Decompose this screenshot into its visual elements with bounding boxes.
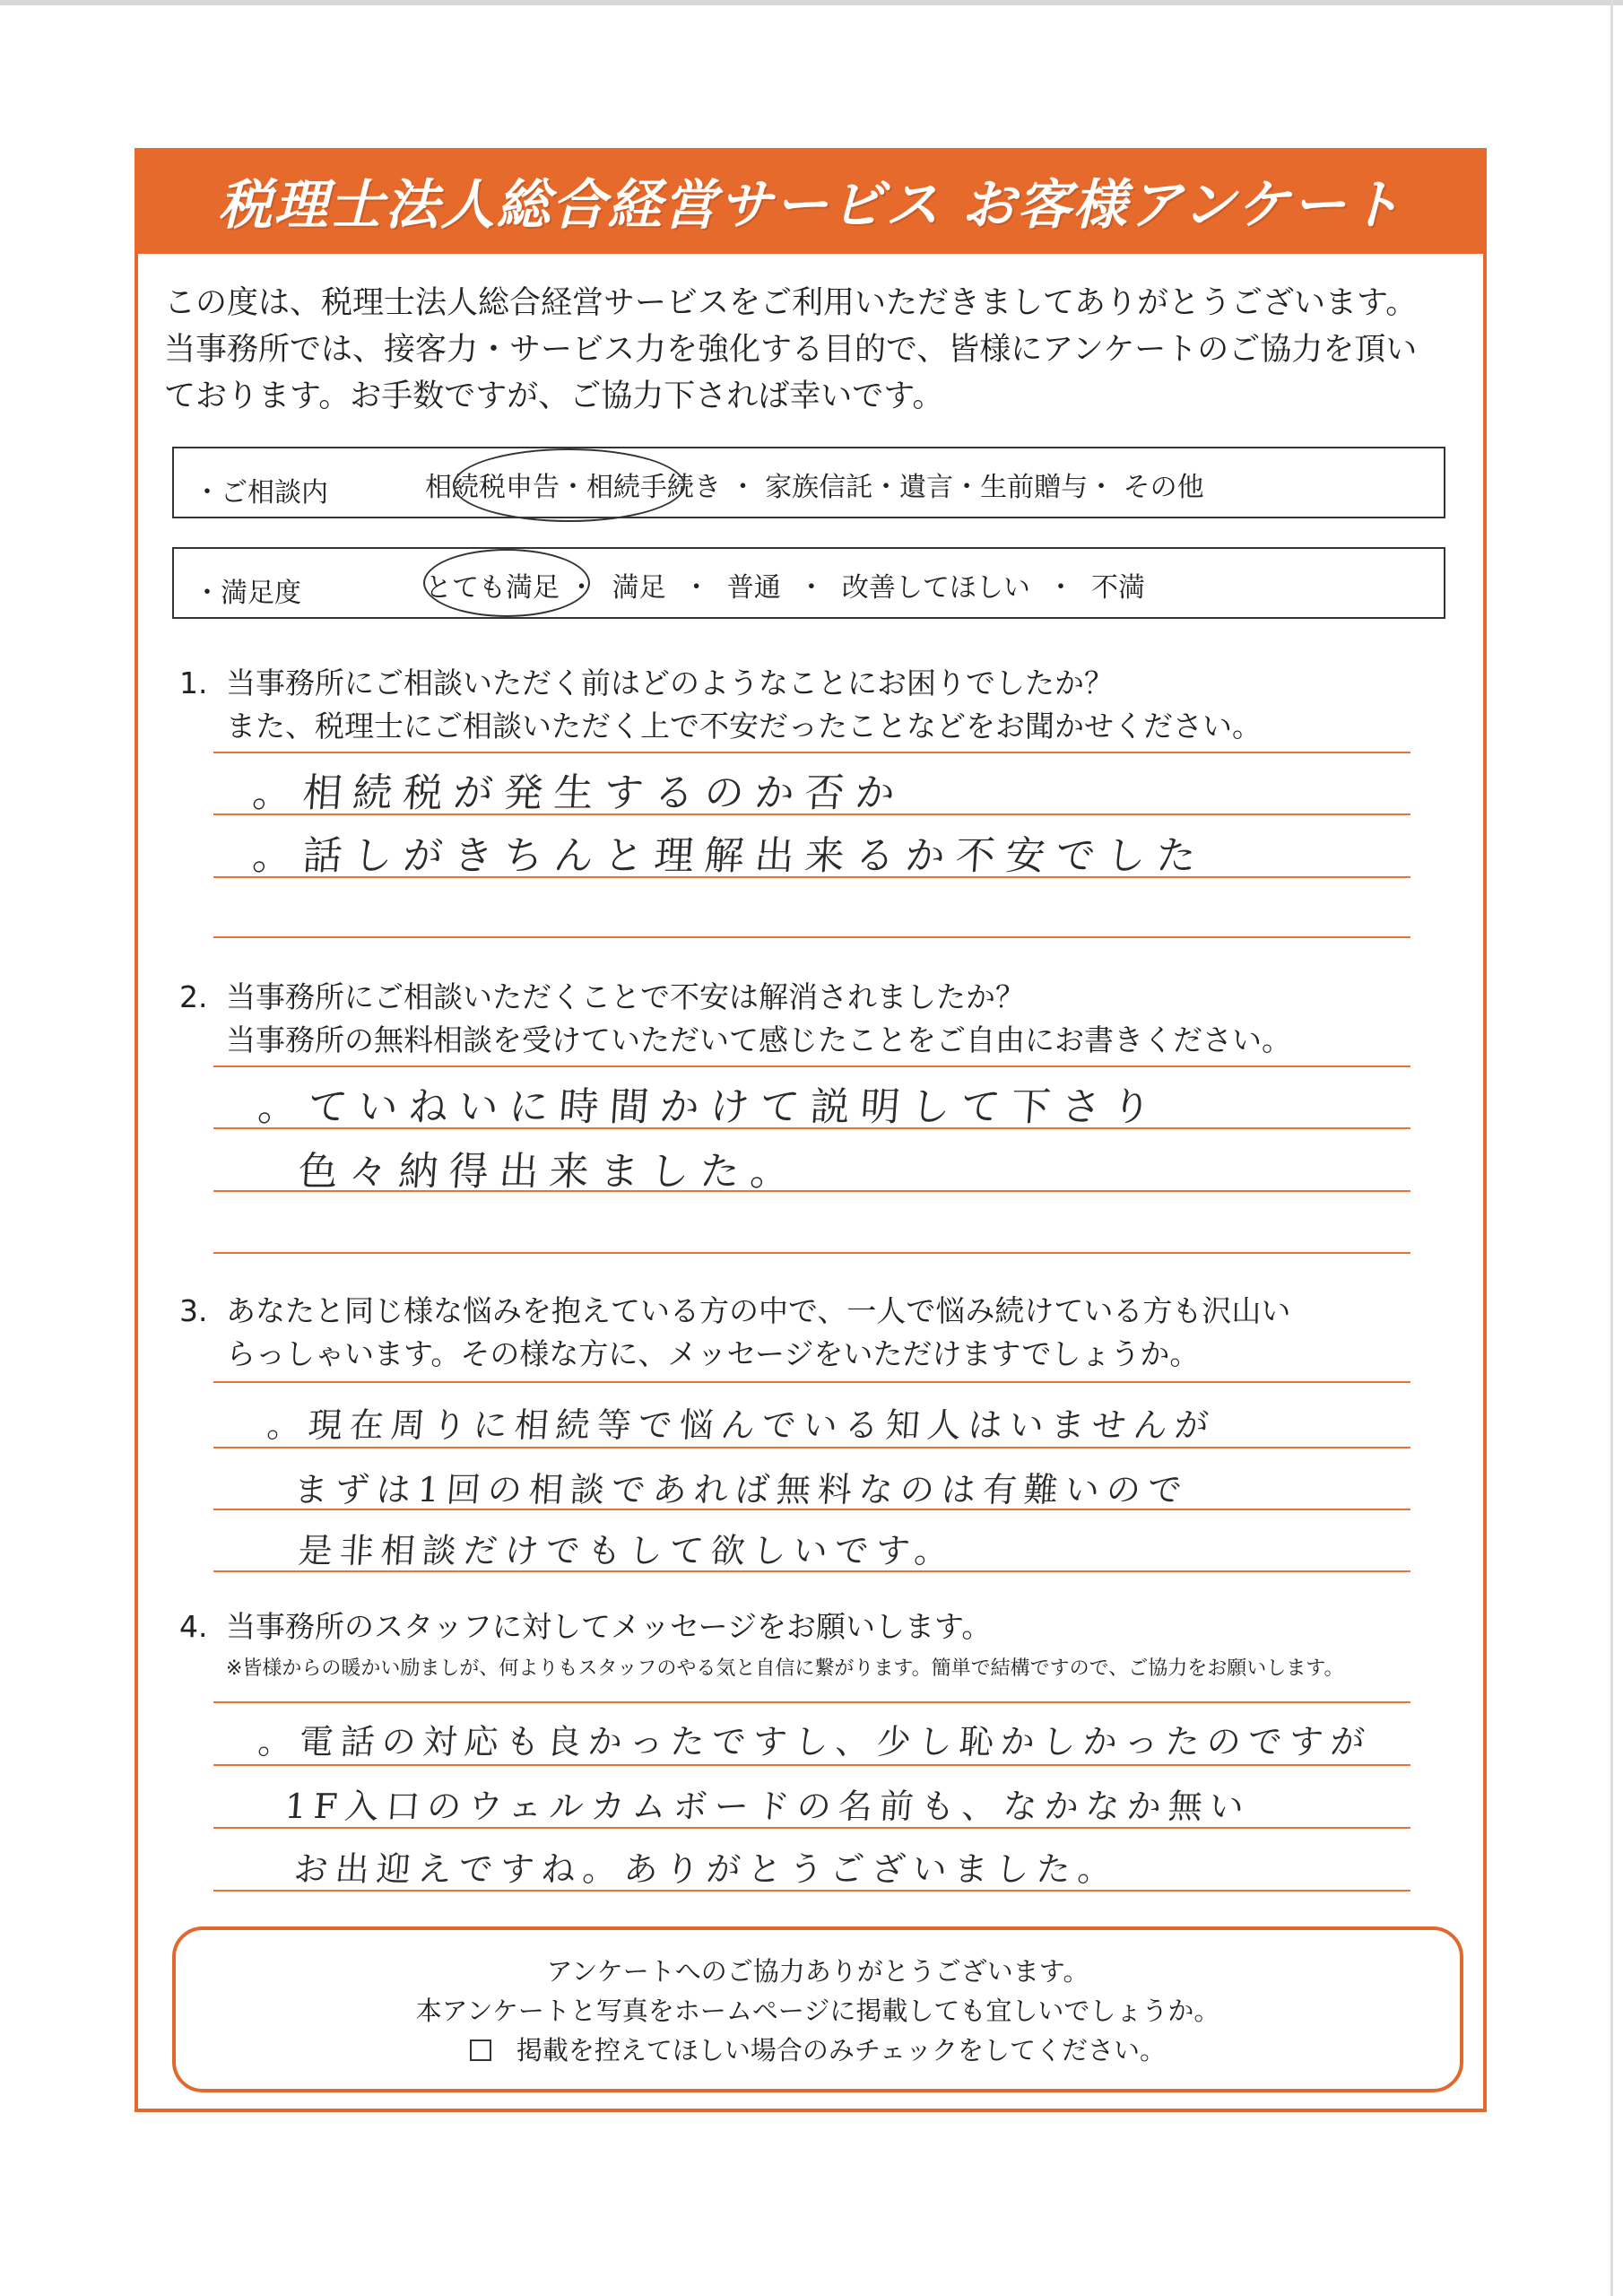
answer-handwriting: 。現在周りに相続等で悩んでいる知人はいませんが: [265, 1405, 1218, 1445]
title-banner: [135, 148, 1487, 254]
question-text: 当事務所の無料相談を受けていただいて感じたことをご自由にお書きください。: [226, 1022, 1291, 1057]
consult-type-box: [172, 447, 1445, 518]
question-text: 当事務所にご相談いただくことで不安は解消されましたか？: [226, 979, 1025, 1014]
footer-checkbox-label: 掲載を控えてほしい場合のみチェックをしてください。: [516, 2035, 1167, 2066]
satisfaction-selected-circle: [423, 549, 590, 617]
answer-handwriting: 。話しがきちんと理解出来るか不安でした: [250, 833, 1209, 879]
question-4: [179, 1605, 1480, 1684]
question-2: [179, 976, 1480, 1062]
satisfaction-options: とても満足 ・ 満足 ・ 普通 ・ 改善してほしい ・ 不満: [425, 572, 1146, 604]
footer-permission: 本アンケートと写真をホームページに掲載しても宜しいでしょうか。: [415, 1996, 1220, 2026]
scan-edge-right: [1610, 0, 1613, 2296]
intro-line: 当事務所では、接客力・サービス力を強化する目的で、皆様にアンケートのご協力を頂い: [164, 332, 1418, 368]
answer-area-1: [213, 752, 1410, 940]
consult-type-label: ・ご相談内: [194, 477, 328, 509]
answer-handwriting: 是非相談だけでもして欲しいです。: [297, 1531, 958, 1570]
answer-handwriting: 色々納得出来ました。: [296, 1149, 803, 1195]
question-text: らっしゃいます。その様な方に、メッセージをいただけますでしょうか。: [226, 1336, 1200, 1371]
answer-area-4: [213, 1701, 1410, 1894]
intro-text: [164, 280, 1473, 420]
answer-handwriting: 。電話の対応も良かったですし、少し恥かしかったのですが: [256, 1722, 1374, 1761]
scan-edge-top: [0, 0, 1623, 5]
footer-box: [172, 1926, 1463, 2092]
footer-thanks: アンケートへのご協力ありがとうございます。: [546, 1956, 1089, 1987]
question-text: あなたと同じ様な悩みを抱えている方の中で、一人で悩み続けている方も沢山い: [226, 1293, 1291, 1328]
question-note: ※皆様からの暖かい励ましが、何よりもスタッフのやる気と自信に繋がります。簡単で結構ですので、ご協力をお願いします。: [226, 1657, 1344, 1680]
satisfaction-box: [172, 547, 1445, 619]
question-text: 当事務所のスタッフに対してメッセージをお願いします。: [226, 1609, 992, 1644]
question-number: 1.: [179, 665, 208, 700]
consult-selected-circle: [453, 448, 685, 522]
answer-handwriting: 。ていねいに時間かけて説明して下さり: [256, 1084, 1164, 1130]
publish-optout-checkbox[interactable]: [470, 2039, 491, 2061]
question-number: 2.: [179, 979, 208, 1014]
question-text: 当事務所にご相談いただく前はどのようなことにお困りでしたか？: [226, 665, 1114, 700]
footer-checkbox-row: [176, 2031, 1460, 2070]
answer-handwriting: まずは1回の相談であれば無料なのは有難いので: [292, 1470, 1191, 1509]
survey-title: 税理士法人総合経営サービス お客様アンケート: [218, 174, 1403, 237]
question-1: [179, 662, 1480, 748]
answer-handwriting: 。相続税が発生するのか否か: [250, 770, 907, 816]
answer-handwriting: お出迎えですね。ありがとうございました。: [292, 1849, 1121, 1889]
question-number: 4.: [179, 1609, 208, 1644]
consult-type-options: 相続税申告・相続手続き ・ 家族信託・遺言・生前贈与・ その他: [425, 472, 1204, 503]
answer-area-2: [213, 1065, 1410, 1254]
satisfaction-label: ・満足度: [194, 578, 301, 609]
intro-line: ております。お手数ですが、ご協力下されば幸いです。: [164, 378, 944, 414]
question-text: また、税理士にご相談いただく上で不安だったことなどをお聞かせください。: [226, 709, 1262, 744]
answer-handwriting: 1F入口のウェルカムボードの名前も、なかなか無い: [283, 1787, 1253, 1826]
answer-area-3: [213, 1381, 1410, 1574]
intro-line: この度は、税理士法人総合経営サービスをご利用いただきましてありがとうございます。: [164, 285, 1418, 321]
question-3: [179, 1290, 1480, 1376]
question-number: 3.: [179, 1293, 208, 1328]
